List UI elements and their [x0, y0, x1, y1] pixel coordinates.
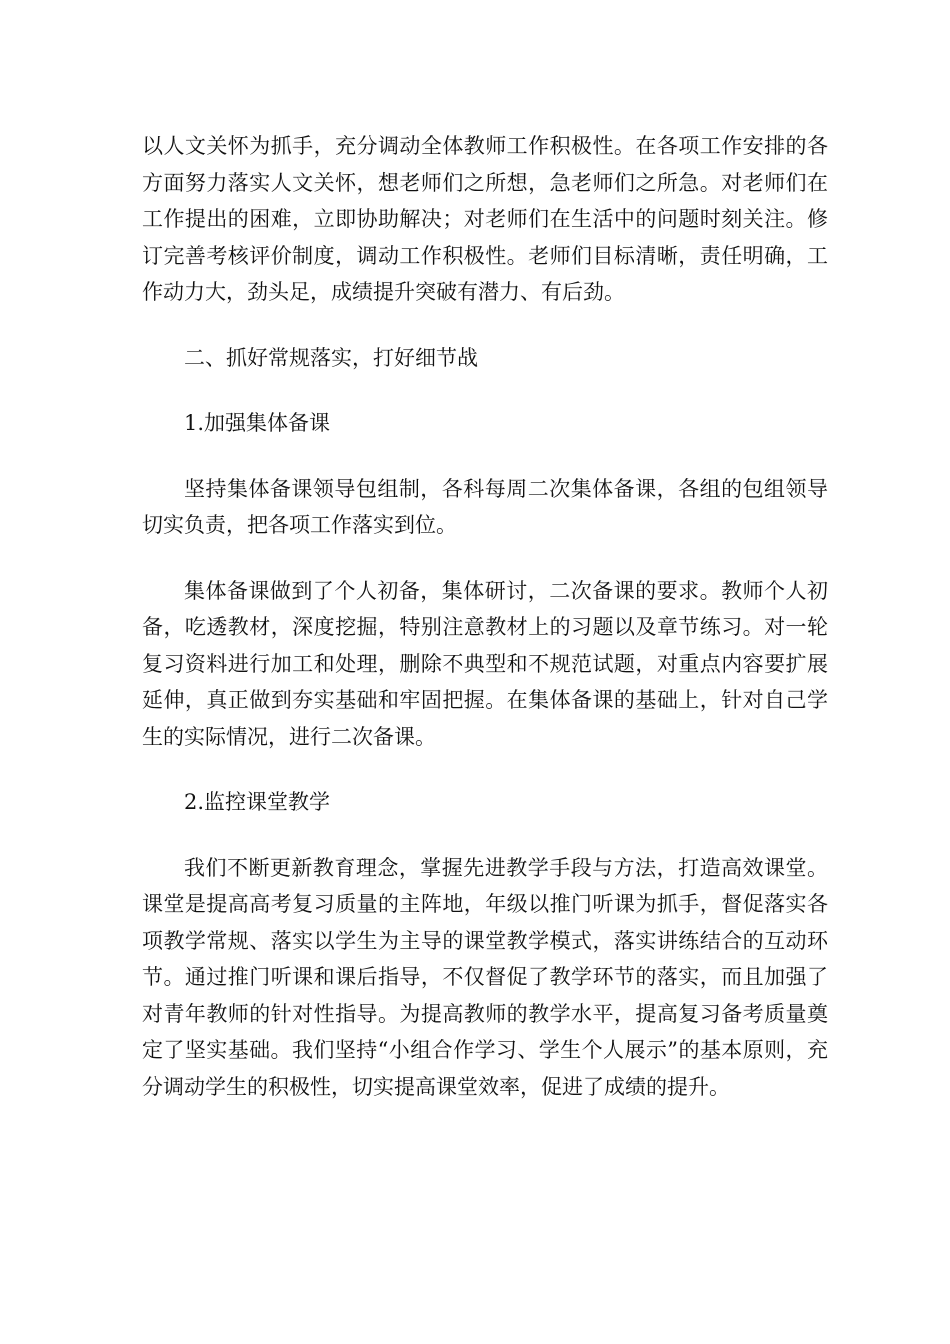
subsection-heading: 1.加强集体备课 [184, 411, 331, 435]
document-body [142, 128, 828, 1134]
paragraph: 集体备课做到了个人初备，集体研讨，二次备课的要求。教师个人初备，吃透教材，深度挖掘，特别注意教材上的习题以及章节练习。对一轮复习资料进行加工和处理，删除不典型和不规范试题，对重点内容要扩展延伸，真正做到夯实基础和牢固把握。在集体备课的基础上，针对自己学生的实际情况，进行二次备课。 [142, 578, 828, 749]
paragraph-continuation: 以人文关怀为抓手，充分调动全体教师工作积极性。在各项工作安排的各方面努力落实人文关怀，想老师们之所想，急老师们之所急。对老师们在工作提出的困难，立即协助解决；对老师们在生活中的问题时刻关注。修订完善考核评价制度，调动工作积极性。老师们目标清晰，责任明确，工作动力大，劲头足，成绩提升突破有潜力、有后劲。 [142, 134, 828, 304]
paragraph: 坚持集体备课领导包组制，各科每周二次集体备课，各组的包组领导切实负责，把各项工作落实到位。 [142, 476, 828, 537]
paragraph: 我们不断更新教育理念，掌握先进教学手段与方法，打造高效课堂。课堂是提高高考复习质量的主阵地，年级以推门听课为抓手，督促落实各项教学常规、落实以学生为主导的课堂教学模式，落实讲练结合的互动环节。通过推门听课和课后指导，不仅督促了教学环节的落实，而且加强了对青年教师的针对性指导。为提高教师的教学水平，提高复习备考质量奠定了坚实基础。我们坚持“小组合作学习、学生个人展示”的基本原则，充分调动学生的积极性，切实提高课堂效率，促进了成绩的提升。 [142, 855, 828, 1099]
subsection-heading: 2.监控课堂教学 [184, 790, 331, 814]
section-heading: 二、抓好常规落实，打好细节战 [184, 345, 478, 370]
